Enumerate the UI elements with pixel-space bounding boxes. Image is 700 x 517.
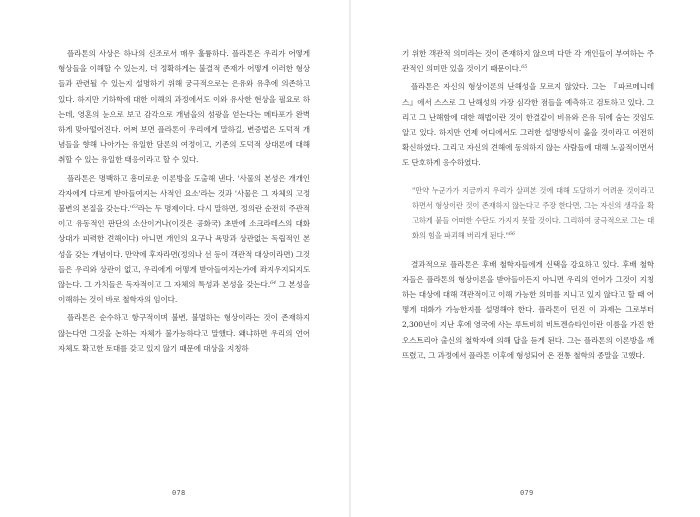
left-paragraph-3: 플라톤은 순수하고 항구적이며 불변, 불멸하는 형상이라는 것이 존재하지 않는다면 그것을 논하는 자체가 불가능하다고 말했다. 왜냐하면 우리의 언어 자체도 확고한 토대를 갖고 있지 않기 때문에 대상을 지칭하 [58, 313, 310, 353]
right-paragraph-2: 플라톤은 자신의 형상이론의 난해성을 모르지 않았다. 그는 『파르메니데스』에서 스스로 그 난해성의 가장 심각한 점들을 예측하고 검토하고 있다. 그리고 그 난해함에 대한 해법이란 것이 한결같이 비유와 은유 뒤에 숨는 것임도 알고 있다. 하지만 언제 어디에서도 그러한 설명방식이 옳을 것이라고 여전히 확신하였다. 그리고 자신의 견해에 동의하지 않는 사람들에 대해 노골적이면서도 단호하게 응수하였다. [402, 82, 654, 168]
left-paragraph-2-part-b: 라는 두 명제이다. 다시 말하면, 정의란 순전히 주관적이고 유동적인 판단의 소산이거나(이것은 공화국) 초반에 소크라테스의 대화 상대가 피력한 견해이다) 아니면 개인의 요구나 욕망과 상관없는 독립적인 본성을 갖는 개념이다. 만약에 후자라면(정의나 선 등이 객관적 대상이라면) 그것들은 우리와 상관이 없고, 우리에게 어떻게 받아들여지는가에 좌지우지되지도 않는다. 그 가치들은 독자적이고 그 자체의 특성과 본성을 갖는다. [58, 204, 310, 290]
page-number-right: 079 [520, 489, 534, 497]
right-paragraph-3: 결과적으로 플라톤은 후배 철학자들에게 신택을 강요하고 있다. 후배 철학자들은 플라톤의 형상이론을 받아들이든지 아니면 우리의 언어가 그것이 지칭하는 대상에 대해 객관적이고 이해 가능한 의미를 지니고 있지 않다고 할 때 어떻게 대화가 가능한지를 설명해야 한다. 플라톤이 던진 이 과제는 그로부터 2,300년이 지난 후에 영국에 사는 루트비히 비트겐슈타인이란 이름을 가진 한 오스트리아 출신의 철학자에 의해 답을 듣게 된다. 그는 플라톤의 이론방을 깨뜨렸고, 그 과정에서 플라톤 이후에 형성되어 온 전통 철학의 종말을 고했다. [402, 259, 654, 360]
left-paragraph-2-part-c: 그 본성을 이해하는 것이 바로 철학자의 임이다. [58, 280, 310, 305]
block-quote-text: "만약 누군가가 지금까지 우리가 살펴본 것에 대해 도달하기 어려운 것이라고 하면서 형상이란 것이 존재하지 않는다고 주장 한다면, 그는 자신의 생각을 확고하게 붙들 어떠한 수단도 가지지 못할 것이다. 그리하여 궁극적으로 그는 대화의 힘을 파괴해 버리게 된다." [412, 185, 654, 240]
left-paragraph-1: 플라톤의 사상은 하나의 신조로서 매우 훌륭하다. 플라톤은 우리가 어떻게 형상들을 이해할 수 있는지, 더 정확하게는 불결적 존재가 어떻게 이러한 형상들과 관련될 수 있는지 설명하기 위해 궁극적으로는 은유와 유추에 의존하고 있다. 하지만 기하학에 대한 이해의 과정에서도 이와 유사한 현상을 필요로 하는데, 영혼의 눈으로 보고 감각으로 개념을의 섬광을 얻는다는 메타포가 완벽하게 맞아떨어진다. 어쩌 보면 플라톤이 우리에게 말하길, 변증법은 도덕적 개념들을 향해 나아가는 유일한 담론의 여정이고, 기존의 도덕적 상대론에 대해 취할 수 있는 유일한 태응이라고 할 수 있다. [58, 49, 310, 165]
footnote-ref-65[interactable]: 65 [521, 64, 528, 71]
left-paragraph-2-part-a: 플라톤은 명백하고 흥미로운 이론방을 도출해 낸다. '사물의 본성은 개개인 각자에게 다르게 받아들여지는 사적인 요소'라는 것과 '사물은 그 자체의 고정불변의 본질을 갖는다.' [58, 173, 310, 214]
left-paragraph-2 [58, 171, 310, 308]
block-quote [402, 183, 654, 243]
right-paragraph-1 [402, 46, 654, 76]
footnote-ref-63[interactable]: 63 [131, 204, 138, 211]
footnote-ref-66[interactable]: 66 [508, 230, 515, 237]
right-page [350, 0, 700, 517]
right-paragraph-1-text: 기 위한 객관적 의미라는 것이 존재하지 않으며 다만 각 개인들이 부여하는 주관적인 의미만 있을 것이기 때문이다. [402, 49, 654, 74]
footnote-ref-64[interactable]: 64 [270, 280, 277, 287]
right-page-body [402, 46, 654, 366]
left-page-body [58, 46, 310, 359]
page-number-left: 078 [172, 489, 186, 497]
